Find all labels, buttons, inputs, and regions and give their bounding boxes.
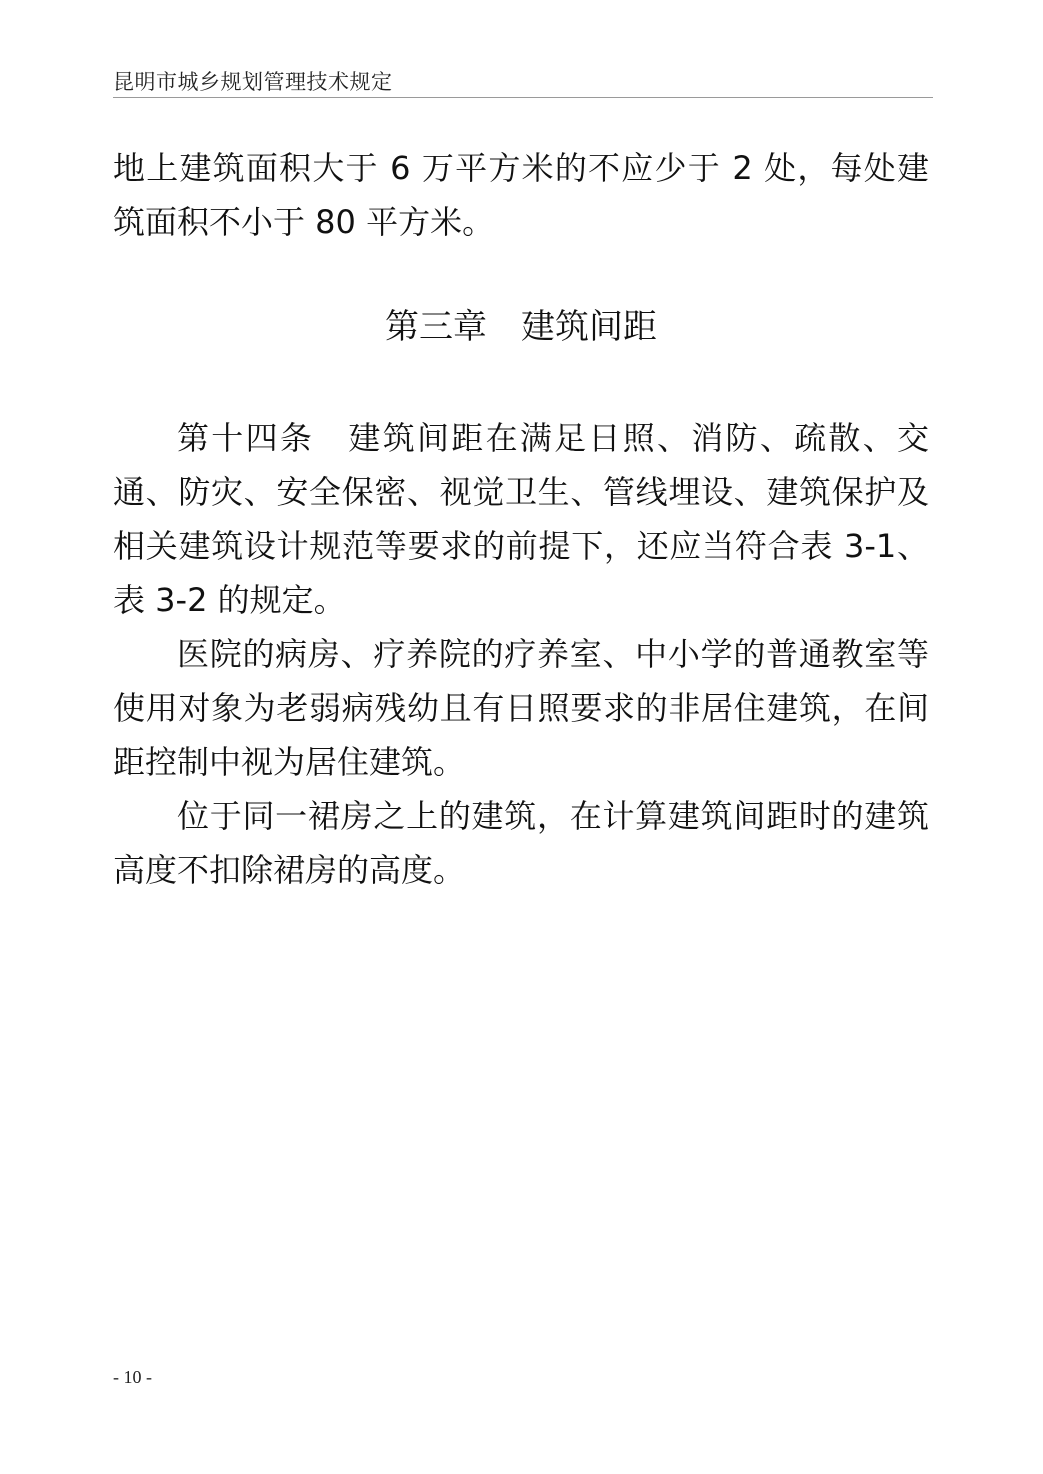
article-14-paragraph: 第十四条 建筑间距在满足日照、消防、疏散、交通、防灾、安全保密、视觉卫生、管线埋设、建筑保护及相关建筑设计规范等要求的前提下，还应当符合表 3-1、表 3-2 的规定。 <box>113 419 929 619</box>
chapter-title: 第三章 建筑间距 <box>385 307 657 347</box>
header-divider <box>113 97 933 98</box>
continuation-paragraph: 地上建筑面积大于 6 万平方米的不应少于 2 处，每处建筑面积不小于 80 平方米。 <box>113 149 929 241</box>
running-header: 昆明市城乡规划管理技术规定 <box>113 70 393 94</box>
hospital-school-paragraph: 医院的病房、疗养院的疗养室、中小学的普通教室等使用对象为老弱病残幼且有日照要求的非居住建筑，在间距控制中视为居住建筑。 <box>113 635 929 781</box>
podium-height-paragraph: 位于同一裙房之上的建筑，在计算建筑间距时的建筑高度不扣除裙房的高度。 <box>113 797 929 889</box>
page-number: - 10 - <box>113 1367 152 1387</box>
